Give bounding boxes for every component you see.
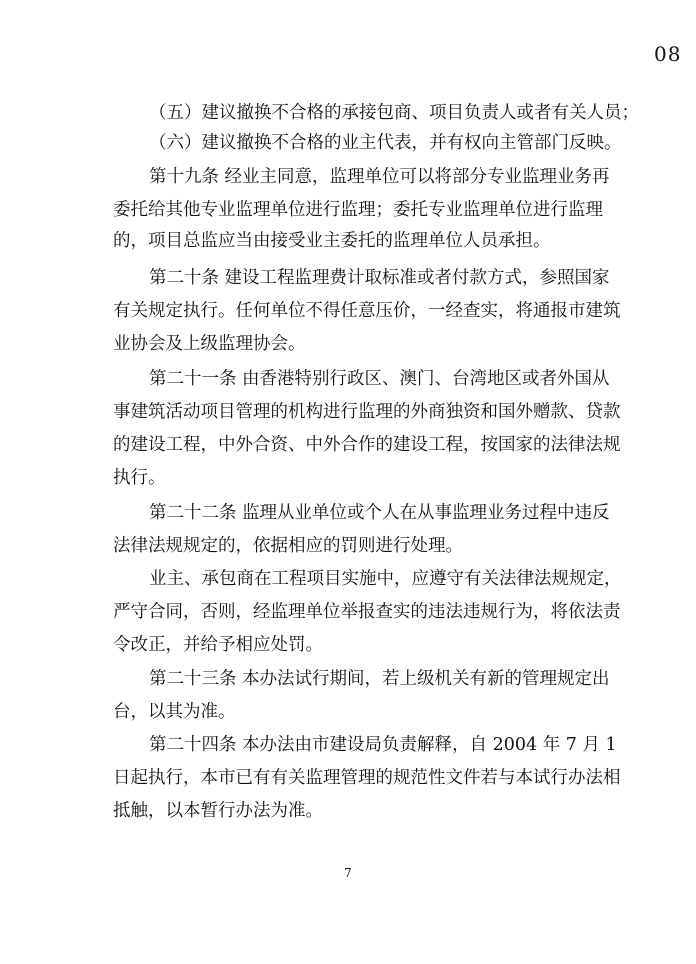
- text-line: 抵触，以本暂行办法为准。: [113, 801, 323, 821]
- text-line: 第二十四条 本办法由市建设局负责解释，自 2004 年 7 月 1: [149, 735, 617, 755]
- text-line: 第二十一条 由香港特别行政区、澳门、台湾地区或者外国从: [149, 369, 610, 389]
- text-line: 事建筑活动项目管理的机构进行监理的外商独资和国外赠款、贷款: [113, 402, 621, 422]
- page-number: 7: [344, 866, 352, 880]
- text-line: 有关规定执行。任何单位不得任意压价，一经查实，将通报市建筑: [113, 301, 621, 321]
- text-line: 令改正，并给予相应处罚。: [113, 635, 323, 655]
- text-line: （六）建议撤换不合格的业主代表，并有权向主管部门反映。: [149, 133, 622, 153]
- text-line: 第二十条 建设工程监理费计取标准或者付款方式，参照国家: [149, 268, 610, 288]
- page-corner-mark: 08: [654, 42, 682, 66]
- text-line: （五）建议撤换不合格的承接包商、项目负责人或者有关人员；: [149, 103, 639, 123]
- text-line: 执行。: [113, 468, 166, 488]
- text-line: 第十九条 经业主同意，监理单位可以将部分专业监理业务再: [149, 167, 610, 187]
- text-line: 的建设工程，中外合资、中外合作的建设工程，按国家的法律法规: [113, 435, 621, 455]
- text-line: 委托给其他专业监理单位进行监理；委托专业监理单位进行监理: [113, 200, 603, 220]
- text-line: 的，项目总监应当由接受业主委托的监理单位人员承担。: [113, 231, 551, 251]
- text-line: 法律法规规定的，依据相应的罚则进行处理。: [113, 536, 463, 556]
- text-line: 第二十二条 监理从业单位或个人在从事监理业务过程中违反: [149, 503, 610, 523]
- text-line: 第二十三条 本办法试行期间，若上级机关有新的管理规定出: [149, 669, 610, 689]
- text-line: 严守合同，否则，经监理单位举报查实的违法违规行为，将依法责: [113, 602, 621, 622]
- text-line: 业主、承包商在工程项目实施中，应遵守有关法律法规规定，: [149, 569, 622, 589]
- text-line: 台，以其为准。: [113, 702, 236, 722]
- text-line: 日起执行，本市已有有关监理管理的规范性文件若与本试行办法相: [113, 768, 621, 788]
- text-line: 业协会及上级监理协会。: [113, 334, 306, 354]
